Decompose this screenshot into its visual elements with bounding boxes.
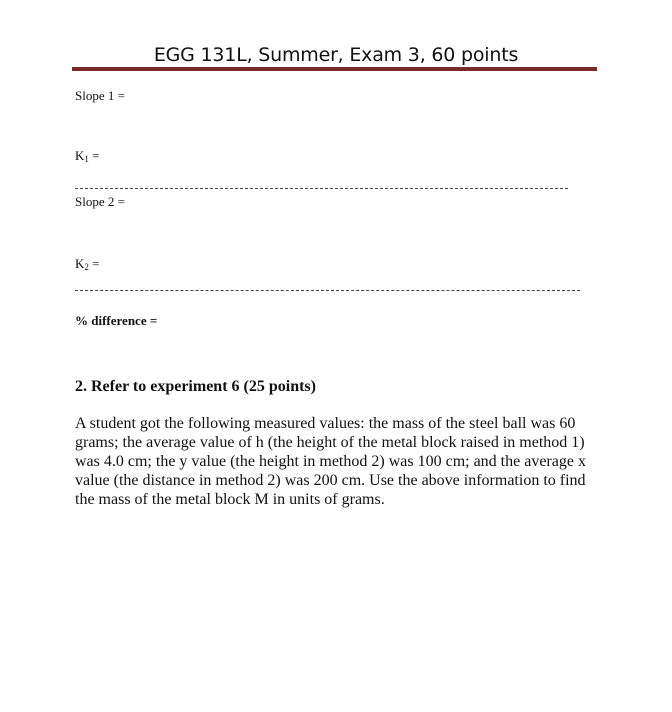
k2-equals: = <box>88 256 100 271</box>
percent-difference-label: % difference = <box>75 313 158 328</box>
k1-subscript: 1 <box>84 154 89 164</box>
slope-1-label: Slope 1 = <box>75 88 125 103</box>
slope-2-label: Slope 2 = <box>75 194 125 209</box>
k2-subscript: 2 <box>84 262 89 272</box>
k1-letter: K <box>75 148 85 163</box>
header-divider <box>72 67 597 71</box>
question-body: A student got the following measured values: the mass of the steel ball was 60 grams; the average value of h (the height of the metal block raised in method 1) was 4.0 cm; the y value (the height in method 2) was 100 cm; and the average x value (the distance in method 2) was 200 cm. Use the above information to find the mass of the metal block M in units of grams. <box>75 415 586 508</box>
section-divider-2 <box>75 290 580 291</box>
k2-letter: K <box>75 256 85 271</box>
question-heading: 2. Refer to experiment 6 (25 points) <box>75 378 316 395</box>
k1-equals: = <box>88 148 100 163</box>
k2-label <box>75 256 99 272</box>
page-title: EGG 131L, Summer, Exam 3, 60 points <box>153 44 519 66</box>
section-divider-1 <box>75 188 568 189</box>
k1-label <box>75 148 99 164</box>
